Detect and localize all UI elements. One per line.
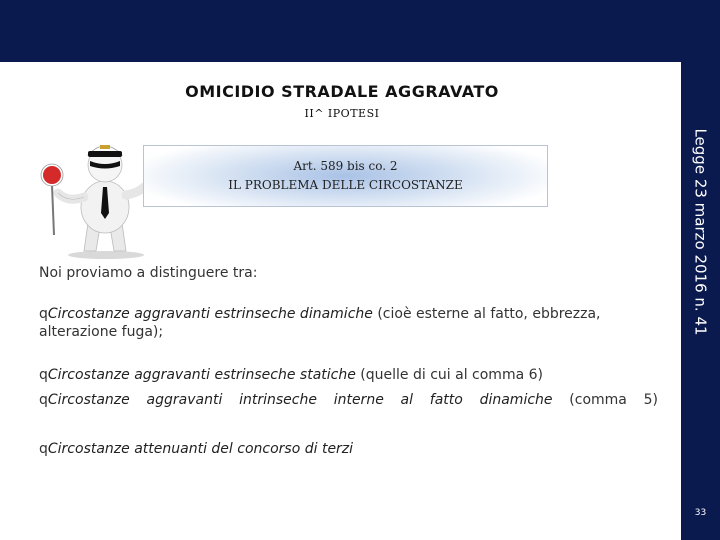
bullet-item [39, 305, 658, 341]
callout-article: Art. 589 bis co. 2 [293, 159, 398, 173]
intro-text: Noi proviamo a distinguere tra: [39, 265, 258, 281]
bullet-rest: (cioè esterne al fatto, ebbrezza, alterazione fuga); [39, 306, 601, 340]
bullet-marker: q [39, 392, 48, 408]
law-reference-label: Legge 23 marzo 2016 n. 41 [691, 128, 710, 336]
slide-subtitle: II^ IPOTESI [304, 107, 380, 120]
bullet-rest: (comma 5) [552, 392, 658, 408]
bullet-italic: Circostanze aggravanti intrinseche interne al fatto dinamiche [47, 392, 553, 408]
bullet-italic: Circostanze attenuanti del concorso di terzi [47, 441, 354, 457]
callout-topic: IL PROBLEMA DELLE CIRCOSTANZE [228, 178, 463, 192]
slide-title: OMICIDIO STRADALE AGGRAVATO [185, 82, 499, 101]
bullet-marker: q [39, 367, 48, 383]
page-number: 33 [694, 508, 707, 518]
callout-box [143, 145, 548, 207]
side-label-container [681, 62, 720, 402]
header-bar [0, 0, 720, 62]
bullet-italic: Circostanze aggravanti estrinseche dinamiche [47, 306, 373, 322]
bullet-rest: (quelle di cui al comma 6) [355, 367, 543, 383]
bullet-marker: q [39, 441, 48, 457]
bullet-item [39, 440, 658, 458]
bullet-marker: q [39, 306, 48, 322]
bullet-item [39, 391, 658, 409]
bullet-italic: Circostanze aggravanti estrinseche statiche [47, 367, 356, 383]
bullet-item [39, 366, 658, 384]
